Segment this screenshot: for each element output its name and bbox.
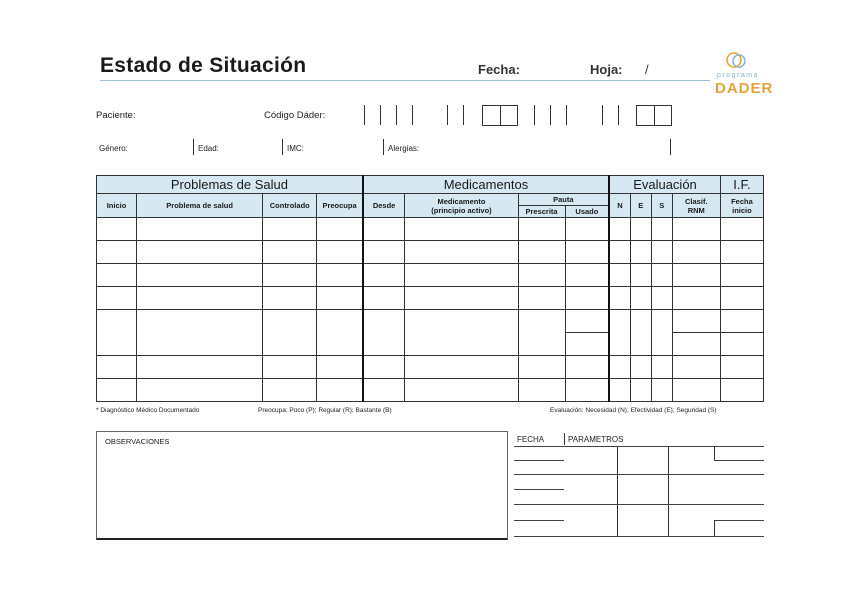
estado-situacion-table [96,175,764,402]
section-problemas: Problemas de Salud [97,176,363,194]
section-if: I.F. [720,176,763,194]
parametros-header-rule [514,446,764,447]
header-fecha-inicio [720,194,763,218]
header-e: E [630,194,651,218]
hoja-separator: / [645,62,649,77]
paciente-label: Paciente: [96,110,136,121]
header-s: S [651,194,672,218]
header-principio-activo: (principio activo) [431,205,492,215]
header-clasif: Clasif. [685,196,708,206]
title-rule [100,80,710,81]
observaciones-box[interactable] [96,431,508,540]
page-title: Estado de Situación [100,54,307,77]
table-row [97,379,764,402]
header-controlado: Controlado [263,194,317,218]
parametros-fecha-label: FECHA [517,435,545,444]
footnote-diagnostico: * Diagnóstico Médico Documentado [96,407,200,414]
header-clasif-rnm [672,194,720,218]
logo-small-text: programa [717,72,759,79]
logo-brand: DADER [715,80,774,97]
codigo-dader-label: Código Dáder: [264,110,326,121]
edad-label: Edad: [198,144,219,153]
header-pauta: Pauta [518,194,609,206]
fecha-label: Fecha: [478,62,520,77]
header-inicio: Inicio [97,194,137,218]
genero-label: Género: [99,144,128,153]
table-row [97,356,764,379]
imc-label: IMC: [287,144,304,153]
table-row [97,310,764,333]
header-rnm: RNM [687,205,705,215]
observaciones-label: OBSERVACIONES [105,437,170,446]
parametros-label: PARAMETROS [568,435,624,444]
header-usado: Usado [565,206,609,218]
section-evaluacion: Evaluación [609,176,720,194]
parametros-header-divider [564,433,565,445]
section-medicamentos: Medicamentos [363,176,609,194]
footnote-preocupa: Preocupa: Poco (P); Regular (R); Bastante (B) [258,407,392,414]
header-preocupa: Preocupa [317,194,363,218]
dader-logo-icon [724,50,748,70]
alergias-divider [383,139,384,155]
header-inicio-if: inicio [732,205,752,215]
hoja-label: Hoja: [590,62,623,77]
edad-divider [193,139,194,155]
header-n: N [609,194,630,218]
table-row [97,241,764,264]
header-desde: Desde [363,194,405,218]
header-medicamento-label: Medicamento [437,196,486,206]
alergias-label: Alergias: [388,144,420,153]
alergias-end-divider [670,139,671,155]
header-medicamento [405,194,518,218]
header-fecha: Fecha [731,196,753,206]
header-problema: Problema de salud [137,194,263,218]
table-row [97,218,764,241]
table-row [97,287,764,310]
footnote-evaluacion: Evaluación: Necesidad (N); Efectividad (E); Seguridad (S) [550,407,717,414]
table-row [97,264,764,287]
imc-divider [282,139,283,155]
header-prescrita: Prescrita [518,206,565,218]
